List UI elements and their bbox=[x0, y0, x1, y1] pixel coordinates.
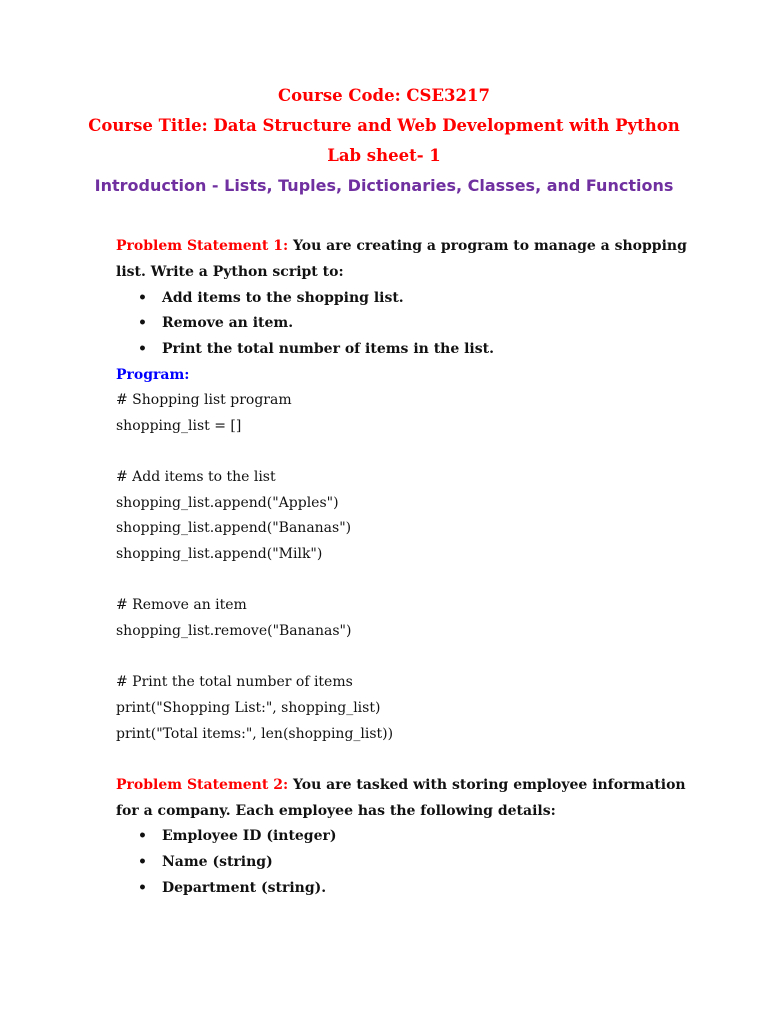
bullet-icon: • bbox=[138, 341, 147, 357]
problem1-text1: You are creating a program to manage a shopping bbox=[288, 238, 687, 254]
bullet-icon: • bbox=[138, 290, 147, 306]
bullet-icon: • bbox=[138, 880, 147, 896]
code-line: print("Total items:", len(shopping_list)) bbox=[116, 726, 394, 742]
bullet-icon: • bbox=[138, 315, 147, 331]
code-line: # Add items to the list bbox=[116, 469, 276, 485]
code-line: shopping_list.append("Apples") bbox=[116, 495, 339, 511]
code-line: print("Shopping List:", shopping_list) bbox=[116, 700, 381, 716]
course-title: Course Title: Data Structure and Web Development with Python bbox=[88, 116, 680, 135]
problem1-bullet-3: Print the total number of items in the list. bbox=[162, 341, 494, 357]
problem2-text2: for a company. Each employee has the following details: bbox=[116, 803, 556, 819]
problem1-line1 bbox=[116, 236, 687, 256]
bullet-icon: • bbox=[138, 854, 147, 870]
problem2-label: Problem Statement 2: bbox=[116, 777, 289, 793]
problem2-bullet-2: Name (string) bbox=[162, 854, 273, 870]
code-line: # Remove an item bbox=[116, 597, 247, 613]
lab-sheet-title: Lab sheet- 1 bbox=[327, 146, 441, 165]
code-line: shopping_list.append("Bananas") bbox=[116, 520, 352, 536]
code-line: shopping_list.remove("Bananas") bbox=[116, 623, 352, 639]
code-line: # Shopping list program bbox=[116, 392, 292, 408]
problem2-bullet-1: Employee ID (integer) bbox=[162, 828, 337, 844]
course-code: Course Code: CSE3217 bbox=[278, 86, 490, 105]
problem2-text1: You are tasked with storing employee information bbox=[288, 777, 686, 793]
code-line: shopping_list = [] bbox=[116, 418, 242, 434]
problem1-label: Problem Statement 1: bbox=[116, 238, 289, 254]
problem1-bullet-1: Add items to the shopping list. bbox=[162, 290, 404, 306]
problem1-text2: list. Write a Python script to: bbox=[116, 264, 344, 280]
intro-heading: Introduction - Lists, Tuples, Dictionaries, Classes, and Functions bbox=[94, 176, 674, 195]
problem1-bullet-2: Remove an item. bbox=[162, 315, 294, 331]
problem2-bullet-3: Department (string). bbox=[162, 880, 327, 896]
code-line: # Print the total number of items bbox=[116, 674, 353, 690]
bullet-icon: • bbox=[138, 828, 147, 844]
code-line: shopping_list.append("Milk") bbox=[116, 546, 323, 562]
problem2-line1 bbox=[116, 775, 686, 795]
program-label: Program: bbox=[116, 367, 190, 383]
